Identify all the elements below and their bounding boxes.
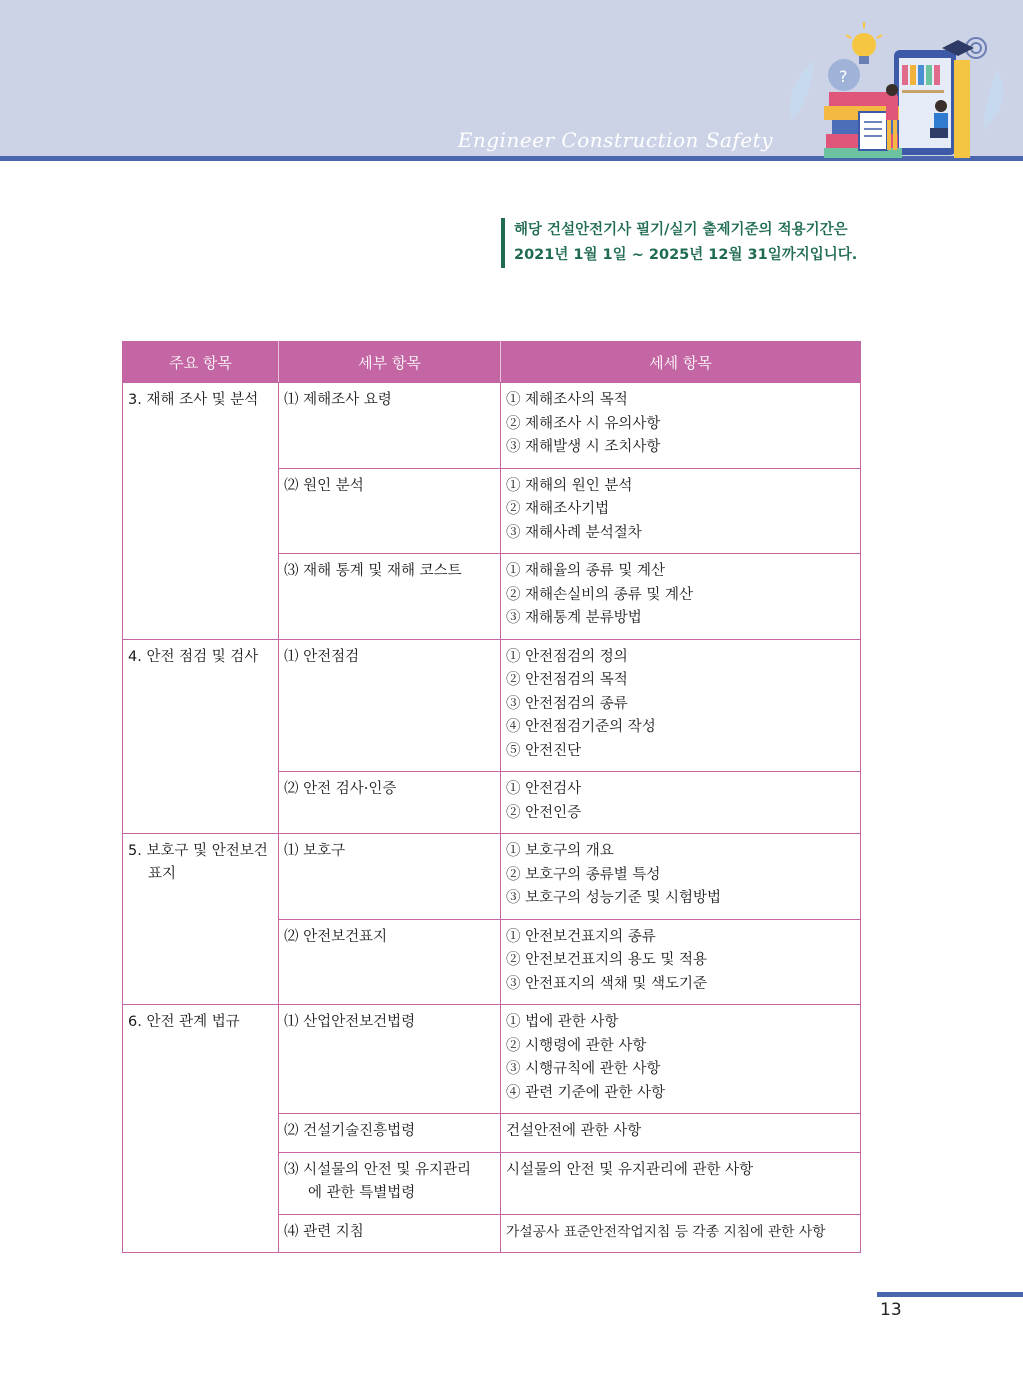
detail-line: ② 안전점검의 목적 bbox=[506, 672, 628, 688]
detail-line: ② 재해조사기법 bbox=[506, 501, 610, 517]
sub-item bbox=[279, 919, 501, 1005]
svg-text:?: ? bbox=[839, 67, 848, 86]
detail-line: ① 안전보건표지의 종류 bbox=[506, 928, 656, 945]
major-item-label: 4. 안전 점검 및 검사 bbox=[128, 648, 259, 665]
table-row bbox=[123, 383, 861, 469]
major-item-label: 5. 보호구 및 안전보건 bbox=[128, 843, 268, 859]
detail-item bbox=[501, 1114, 861, 1153]
detail-line: ③ 재해사례 분석절차 bbox=[506, 524, 642, 541]
sub-item bbox=[279, 639, 501, 772]
detail-item bbox=[501, 383, 861, 469]
header-illustration bbox=[784, 10, 1009, 160]
detail-line: ② 재해손실비의 종류 및 계산 bbox=[506, 586, 694, 603]
detail-item bbox=[501, 554, 861, 640]
header-detail-items: 세세 항목 bbox=[501, 342, 861, 383]
page-number-bar bbox=[877, 1292, 1023, 1297]
detail-line: ④ 관련 기준에 관한 사항 bbox=[506, 1084, 665, 1101]
sub-item bbox=[279, 554, 501, 640]
detail-item bbox=[501, 1214, 861, 1253]
notice-line-1: 해당 건설안전기사 필기/실기 출제기준의 적용기간은 bbox=[514, 222, 848, 238]
sub-item bbox=[279, 834, 501, 920]
major-item-6 bbox=[123, 1005, 279, 1253]
table-header-row bbox=[123, 342, 861, 383]
detail-line: ③ 시행규칙에 관한 사항 bbox=[506, 1061, 661, 1077]
detail-line: ① 법에 관한 사항 bbox=[506, 1014, 619, 1030]
major-item-4 bbox=[123, 639, 279, 834]
detail-line: ① 안전검사 bbox=[506, 781, 582, 797]
detail-line: ① 제해조사의 목적 bbox=[506, 392, 628, 408]
detail-item bbox=[501, 834, 861, 920]
table-row bbox=[123, 639, 861, 772]
major-item-5 bbox=[123, 834, 279, 1005]
exam-period-notice bbox=[501, 218, 857, 268]
sub-item-label: ⑵ 안전보건표지 bbox=[284, 928, 388, 945]
detail-line: ③ 재해발생 시 조치사항 bbox=[506, 439, 661, 455]
page-number: 13 bbox=[880, 1300, 902, 1320]
detail-item bbox=[501, 639, 861, 772]
sub-item bbox=[279, 383, 501, 469]
sub-item-label: ⑴ 보호구 bbox=[284, 843, 346, 859]
major-item-3 bbox=[123, 383, 279, 640]
sub-item bbox=[279, 468, 501, 554]
detail-line: 시설물의 안전 및 유지관리에 관한 사항 bbox=[506, 1161, 754, 1178]
detail-item bbox=[501, 1152, 861, 1214]
sub-item-label-continued: 에 관한 특별법령 bbox=[308, 1185, 416, 1201]
major-item-label-continued: 표지 bbox=[148, 866, 177, 882]
sub-item-label: ⑵ 원인 분석 bbox=[284, 477, 364, 494]
detail-item bbox=[501, 468, 861, 554]
detail-line: ② 보호구의 종류별 특성 bbox=[506, 866, 661, 883]
table-row bbox=[123, 1005, 861, 1114]
detail-line: ② 제해조사 시 유의사항 bbox=[506, 415, 661, 432]
detail-line: ② 안전인증 bbox=[506, 804, 582, 821]
detail-line: ① 재해의 원인 분석 bbox=[506, 477, 633, 494]
sub-item-label: ⑵ 안전 검사·인증 bbox=[284, 781, 397, 797]
sub-item bbox=[279, 1152, 501, 1214]
detail-line: ③ 안전점검의 종류 bbox=[506, 695, 628, 712]
detail-line: ④ 안전점검기준의 작성 bbox=[506, 719, 656, 735]
detail-line: ③ 재해통계 분류방법 bbox=[506, 610, 642, 626]
sub-item bbox=[279, 1114, 501, 1153]
sub-item bbox=[279, 772, 501, 834]
detail-line: ① 재해율의 종류 및 계산 bbox=[506, 563, 665, 579]
detail-item bbox=[501, 772, 861, 834]
detail-line: ⑤ 안전진단 bbox=[506, 742, 582, 759]
sub-item bbox=[279, 1214, 501, 1253]
detail-item bbox=[501, 919, 861, 1005]
sub-item-label: ⑴ 안전점검 bbox=[284, 648, 360, 665]
header-sub-items: 세부 항목 bbox=[279, 342, 501, 383]
notice-line-2: 2021년 1월 1일 ~ 2025년 12월 31일까지입니다. bbox=[514, 247, 858, 263]
detail-line: 가설공사 표준안전작업지침 등 각종 지침에 관한 사항 bbox=[506, 1223, 826, 1240]
major-item-label: 3. 재해 조사 및 분석 bbox=[128, 392, 259, 408]
sub-item-label: ⑵ 건설기술진흥법령 bbox=[284, 1123, 416, 1139]
sub-item-label: ⑶ 시설물의 안전 및 유지관리 bbox=[284, 1161, 472, 1178]
sub-item-label: ⑴ 산업안전보건법령 bbox=[284, 1014, 416, 1030]
detail-line: 건설안전에 관한 사항 bbox=[506, 1123, 642, 1139]
exam-criteria-table bbox=[122, 341, 861, 1253]
major-item-label: 6. 안전 관계 법규 bbox=[128, 1014, 240, 1030]
sub-item-label: ⑴ 제해조사 요령 bbox=[284, 392, 392, 408]
detail-line: ② 안전보건표지의 용도 및 적용 bbox=[506, 952, 708, 968]
sub-item-label: ⑶ 재해 통계 및 재해 코스트 bbox=[284, 563, 462, 579]
detail-line: ② 시행령에 관한 사항 bbox=[506, 1037, 647, 1054]
sub-item-label: ⑷ 관련 지침 bbox=[284, 1223, 364, 1240]
sub-item bbox=[279, 1005, 501, 1114]
detail-line: ③ 안전표지의 색채 및 색도기준 bbox=[506, 975, 708, 992]
detail-line: ① 보호구의 개요 bbox=[506, 843, 614, 859]
detail-item bbox=[501, 1005, 861, 1114]
header-title: Engineer Construction Safety bbox=[457, 128, 773, 152]
table-row bbox=[123, 834, 861, 920]
detail-line: ① 안전점검의 정의 bbox=[506, 648, 628, 665]
header-major-items: 주요 항목 bbox=[123, 342, 279, 383]
detail-line: ③ 보호구의 성능기준 및 시험방법 bbox=[506, 890, 722, 906]
